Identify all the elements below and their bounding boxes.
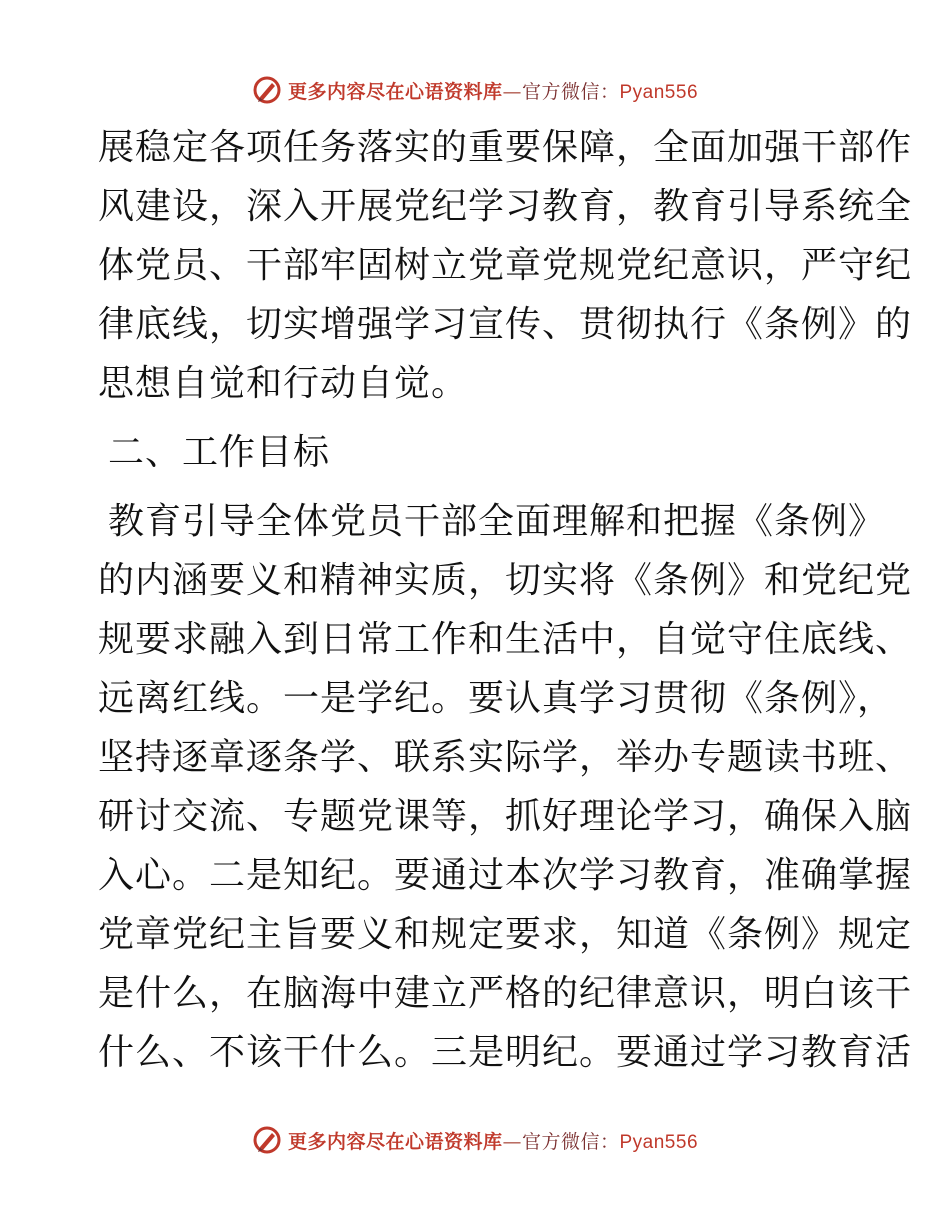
banner-dash: —	[502, 1130, 522, 1153]
text-line: 体党员、干部牢固树立党章党规党纪意识，严守纪	[98, 245, 913, 286]
footer-banner	[0, 1120, 950, 1160]
banner-wechat-id: Pyan556	[619, 1131, 699, 1153]
text-line: 远离红线。一是学纪。要认真学习贯彻《条例》，	[98, 678, 895, 719]
text-line: 研讨交流、专题党课等，抓好理论学习，确保入脑	[98, 796, 913, 837]
text-line: 入心。二是知纪。要通过本次学习教育，准确掌握	[98, 855, 913, 896]
text-line: 律底线，切实增强学习宣传、贯彻执行《条例》的	[98, 304, 913, 345]
header-banner	[0, 70, 950, 110]
text-line: 风建设，深入开展党纪学习教育，教育引导系统全	[98, 186, 913, 227]
banner-dash: —	[502, 80, 522, 103]
text-line: 什么、不该干什么。三是明纪。要通过学习教育活	[98, 1032, 913, 1073]
section-heading: 二、工作目标	[108, 432, 331, 473]
pen-logo-icon	[252, 1125, 282, 1155]
text-line: 展稳定各项任务落实的重要保障，全面加强干部作	[98, 127, 913, 168]
banner-main-text: 更多内容尽在心语资料库	[287, 80, 503, 103]
document-body	[98, 118, 913, 1082]
text-line: 教育引导全体党员干部全面理解和把握《条例》	[108, 501, 886, 542]
banner-main-text: 更多内容尽在心语资料库	[287, 1130, 503, 1153]
pen-logo-icon	[252, 75, 282, 105]
text-line: 是什么，在脑海中建立严格的纪律意识，明白该干	[98, 973, 913, 1014]
text-line: 坚持逐章逐条学、联系实际学，举办专题读书班、	[98, 737, 913, 778]
text-line: 的内涵要义和精神实质，切实将《条例》和党纪党	[98, 560, 913, 601]
banner-wechat-id: Pyan556	[619, 81, 699, 103]
banner-wechat-label: 官方微信：	[521, 1130, 620, 1153]
text-line: 规要求融入到日常工作和生活中，自觉守住底线、	[98, 619, 913, 660]
text-line: 党章党纪主旨要义和规定要求，知道《条例》规定	[98, 914, 913, 955]
text-line: 思想自觉和行动自觉。	[98, 363, 469, 404]
banner-wechat-label: 官方微信：	[521, 80, 620, 103]
